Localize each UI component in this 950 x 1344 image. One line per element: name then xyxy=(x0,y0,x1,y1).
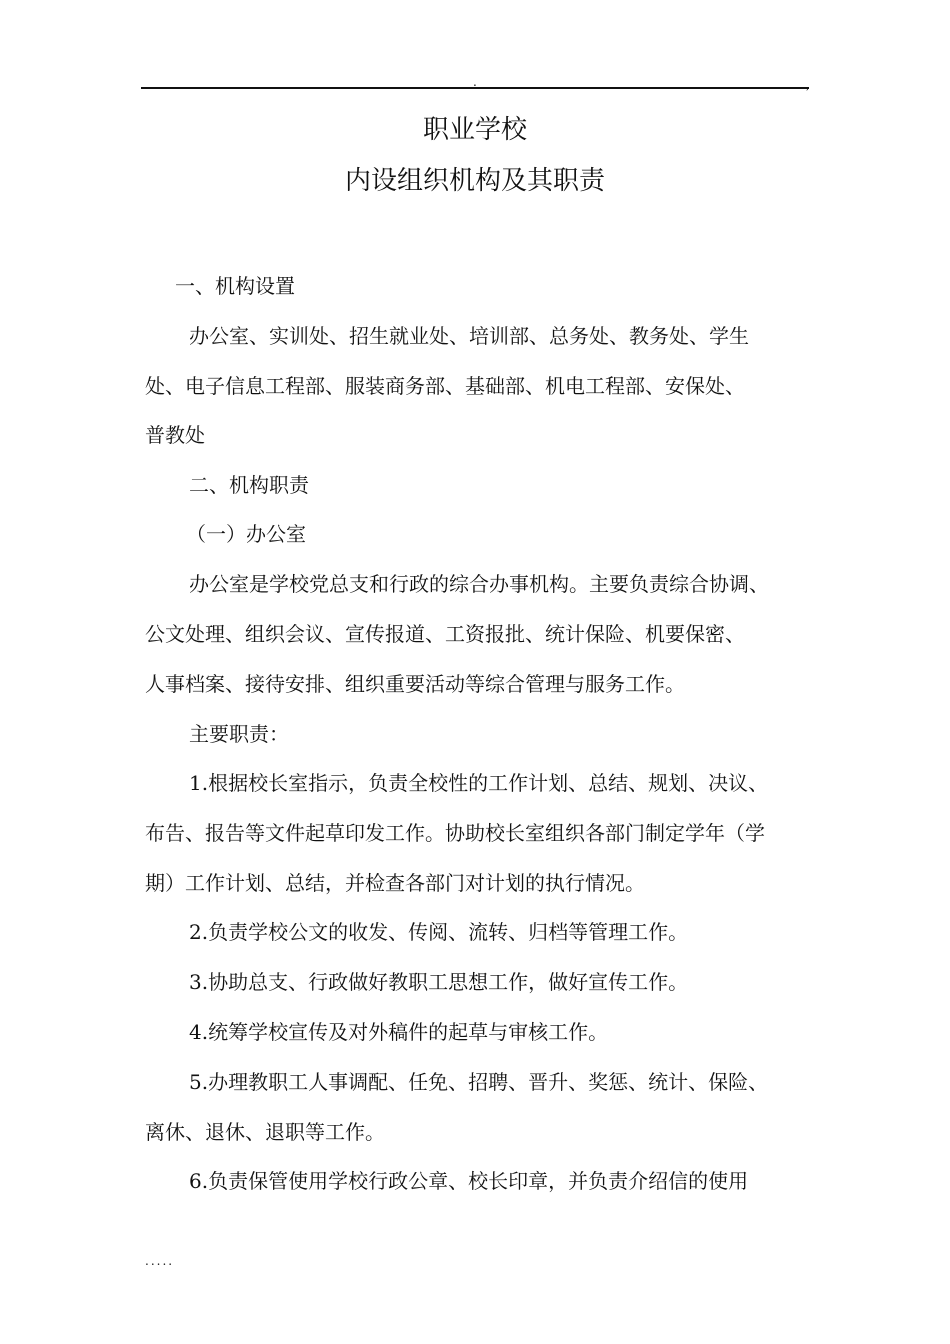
list-item-continuation: 离休、退休、退职等工作。 xyxy=(145,1120,385,1144)
duties-heading: 主要职责： xyxy=(189,722,289,746)
section1-heading: 一、机构设置 xyxy=(175,274,295,298)
paragraph-line: 人事档案、接待安排、组织重要活动等综合管理与服务工作。 xyxy=(145,672,685,696)
list-item-continuation: 期）工作计划、总结，并检查各部门对计划的执行情况。 xyxy=(145,871,645,895)
list-item: 6.负责保管使用学校行政公章、校长印章，并负责介绍信的使用 xyxy=(189,1169,749,1193)
list-item: 2.负责学校公文的收发、传阅、流转、归档等管理工作。 xyxy=(189,920,689,944)
document-subtitle: 内设组织机构及其职责 xyxy=(344,166,605,196)
paragraph-line: 处、电子信息工程部、服装商务部、基础部、机电工程部、安保处、 xyxy=(145,374,745,398)
footer-dots: ..... xyxy=(145,1254,175,1268)
list-item-continuation: 布告、报告等文件起草印发工作。协助校长室组织各部门制定学年（学 xyxy=(145,821,765,845)
header-mark: . xyxy=(473,75,477,89)
list-item: 3.协助总支、行政做好教职工思想工作，做好宣传工作。 xyxy=(189,970,689,994)
paragraph-line: 普教处 xyxy=(145,423,205,447)
paragraph-line: 办公室是学校党总支和行政的综合办事机构。主要负责综合协调、 xyxy=(189,572,769,596)
header-end-mark: , xyxy=(806,81,810,92)
subsection-heading: （一）办公室 xyxy=(186,522,306,546)
list-item: 4.统筹学校宣传及对外稿件的起草与审核工作。 xyxy=(189,1020,609,1044)
section2-heading: 二、机构职责 xyxy=(189,473,309,497)
list-item: 5.办理教职工人事调配、任免、招聘、晋升、奖惩、统计、保险、 xyxy=(189,1070,769,1094)
document-title: 职业学校 xyxy=(422,115,527,145)
paragraph-line: 公文处理、组织会议、宣传报道、工资报批、统计保险、机要保密、 xyxy=(145,622,745,646)
paragraph-line: 办公室、实训处、招生就业处、培训部、总务处、教务处、学生 xyxy=(189,324,749,348)
list-item: 1.根据校长室指示，负责全校性的工作计划、总结、规划、决议、 xyxy=(189,771,769,795)
